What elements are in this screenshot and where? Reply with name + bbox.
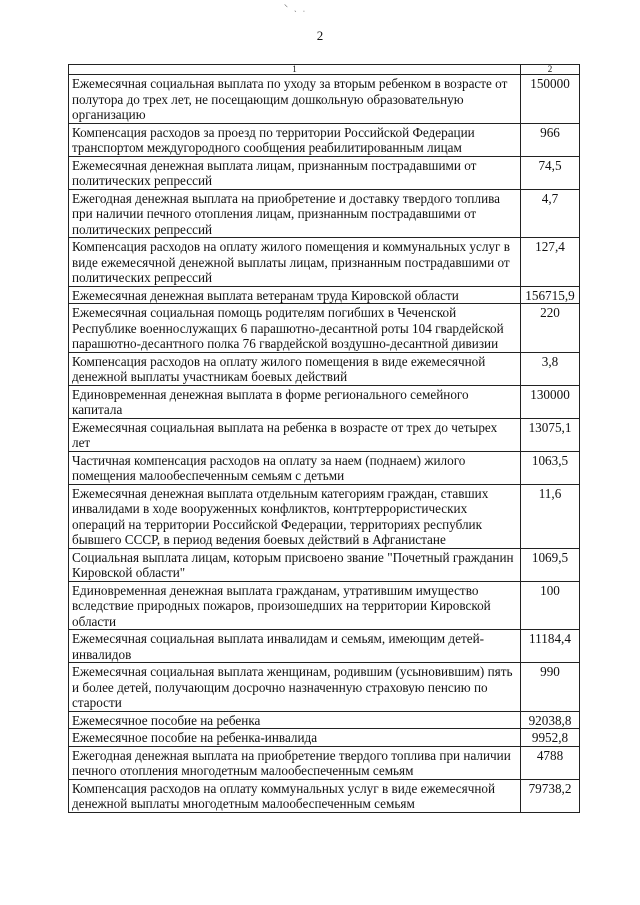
row-value: 127,4 (521, 238, 580, 287)
row-value: 4,7 (521, 189, 580, 238)
table-row (69, 663, 580, 712)
row-label: Ежемесячная социальная выплата по уходу за вторым ребенком в возрасте от полутора до трех лет, не посещающим дошкольную образовательную организацию (69, 75, 521, 124)
row-label: Ежемесячная социальная выплата на ребенка в возрасте от трех до четырех лет (69, 418, 521, 451)
row-value: 74,5 (521, 156, 580, 189)
table-row (69, 630, 580, 663)
header-col-2: 2 (521, 65, 580, 75)
row-value: 11184,4 (521, 630, 580, 663)
row-label: Ежемесячное пособие на ребенка (69, 711, 521, 729)
table-row (69, 385, 580, 418)
row-label: Компенсация расходов за проезд по территории Российской Федерации транспортом междугородного сообщения реабилитированным лицам (69, 123, 521, 156)
row-value: 92038,8 (521, 711, 580, 729)
row-label: Единовременная денежная выплата в форме регионального семейного капитала (69, 385, 521, 418)
row-value: 100 (521, 581, 580, 630)
row-label: Единовременная денежная выплата гражданам, утратившим имущество вследствие природных пожаров, произошедших на территории Кировской области (69, 581, 521, 630)
table-row (69, 548, 580, 581)
table-row (69, 484, 580, 548)
row-value: 1063,5 (521, 451, 580, 484)
row-value: 130000 (521, 385, 580, 418)
table-row (69, 75, 580, 124)
row-label: Компенсация расходов на оплату коммунальных услуг в виде ежемесячной денежной выплаты многодетным малообеспеченным семьям (69, 779, 521, 812)
table-row (69, 451, 580, 484)
row-label: Компенсация расходов на оплату жилого помещения в виде ежемесячной денежной выплаты участникам боевых действий (69, 352, 521, 385)
header-col-1: 1 (69, 65, 521, 75)
table-row (69, 746, 580, 779)
row-label: Ежемесячная денежная выплата лицам, признанным пострадавшими от политических репрессий (69, 156, 521, 189)
row-value: 3,8 (521, 352, 580, 385)
row-value: 4788 (521, 746, 580, 779)
row-label: Компенсация расходов на оплату жилого помещения и коммунальных услуг в виде ежемесячной денежной выплаты лицам, признанным пострадавшими от политических репрессий (69, 238, 521, 287)
table-row (69, 711, 580, 729)
row-value: 966 (521, 123, 580, 156)
row-value: 150000 (521, 75, 580, 124)
table-row (69, 729, 580, 747)
table-header-row (69, 65, 580, 75)
row-value: 220 (521, 304, 580, 353)
row-label: Ежемесячная денежная выплата отдельным категориям граждан, ставших инвалидами в ходе вооруженных конфликтов, контртеррористических операций на территории Российской Федерации, территориях республик бывшего СССР, в период ведения боевых действий в Афганистане (69, 484, 521, 548)
page-number: 2 (316, 28, 324, 43)
row-label: Ежемесячная социальная помощь родителям погибших в Чеченской Республике военнослужащих 6 парашютно-десантной роты 104 гвардейской парашютно-десантного полка 76 гвардейской воздушно-десантной дивизии (69, 304, 521, 353)
row-label: Ежемесячная социальная выплата инвалидам и семьям, имеющим детей-инвалидов (69, 630, 521, 663)
row-value: 79738,2 (521, 779, 580, 812)
row-label: Ежегодная денежная выплата на приобретение и доставку твердого топлива при наличии печного отопления лицам, признанным пострадавшими от политических репрессий (69, 189, 521, 238)
row-label: Ежемесячная денежная выплата ветеранам труда Кировской области (69, 286, 521, 304)
table-row (69, 779, 580, 812)
row-value: 990 (521, 663, 580, 712)
row-label: Ежемесячная социальная выплата женщинам, родившим (усыновившим) пять и более детей, получающим досрочно назначенную страховую пенсию по старости (69, 663, 521, 712)
table-row (69, 352, 580, 385)
row-value: 9952,8 (521, 729, 580, 747)
table-row (69, 418, 580, 451)
row-value: 156715,9 (521, 286, 580, 304)
row-label: Ежегодная денежная выплата на приобретение твердого топлива при наличии печного отопления многодетным малообеспеченным семьям (69, 746, 521, 779)
row-label: Ежемесячное пособие на ребенка-инвалида (69, 729, 521, 747)
pen-mark: ⸌ ˎ ˌ (284, 3, 308, 12)
row-label: Частичная компенсация расходов на оплату за наем (поднаем) жилого помещения малообеспеченным семьям с детьми (69, 451, 521, 484)
table-row (69, 304, 580, 353)
table-row (69, 123, 580, 156)
row-value: 1069,5 (521, 548, 580, 581)
row-label: Социальная выплата лицам, которым присвоено звание "Почетный гражданин Кировской области" (69, 548, 521, 581)
row-value: 11,6 (521, 484, 580, 548)
table-row (69, 286, 580, 304)
row-value: 13075,1 (521, 418, 580, 451)
table-row (69, 189, 580, 238)
table-row (69, 238, 580, 287)
table-row (69, 581, 580, 630)
benefits-table (68, 64, 580, 813)
table-row (69, 156, 580, 189)
